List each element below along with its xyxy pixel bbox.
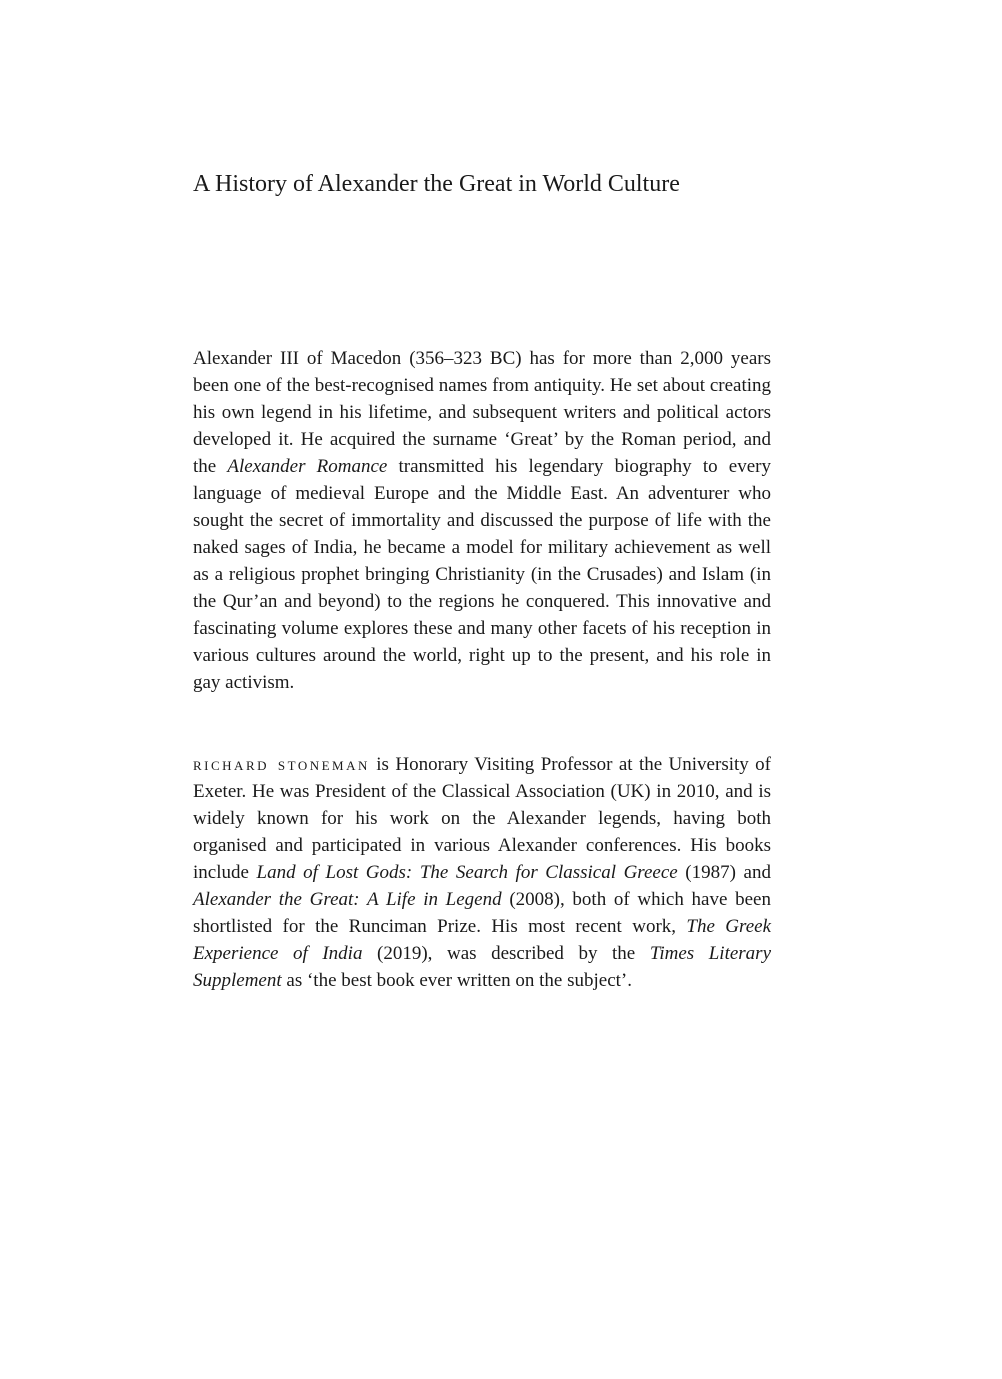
book-title-1: Land of Lost Gods: The Search for Classical Greece: [256, 862, 678, 883]
page-title: A History of Alexander the Great in World Culture: [193, 171, 680, 197]
publication-title: Times Literary Supplement: [193, 943, 771, 991]
bio-text-1: is Honorary Visiting Professor at the University of Exeter. He was President of the Classical Association (UK) in 2010, and is widely known for his work on the Alexander legends, having both organised and participated in various Alexander conferences. His books include: [193, 754, 771, 883]
book-title-3: The Greek Experience of India: [193, 916, 771, 964]
summary-italic-title: Alexander Romance: [227, 456, 388, 477]
author-name: richard stoneman: [193, 754, 370, 775]
book-summary-paragraph: [193, 345, 771, 696]
author-bio-paragraph: [193, 751, 771, 994]
bio-text-2: (1987) and: [677, 862, 771, 883]
bio-text-4: (2019), was described by the: [362, 943, 650, 964]
summary-text-2: transmitted his legendary biography to every language of medieval Europe and the Middle East. An adventurer who sought the secret of immortality and discussed the purpose of life with the naked sages of India, he became a model for military achievement as well as a religious prophet bringing Christianity (in the Crusades) and Islam (in the Qur’an and beyond) to the regions he conquered. This innovative and fascinating volume explores these and many other facets of his reception in various cultures around the world, right up to the present, and his role in gay activism.: [193, 456, 771, 693]
summary-text-1: Alexander III of Macedon (356–323 BC) has for more than 2,000 years been one of the best-recognised names from antiquity. He set about creating his own legend in his lifetime, and subsequent writers and political actors developed it. He acquired the surname ‘Great’ by the Roman period, and the: [193, 348, 771, 477]
bio-text-3: (2008), both of which have been shortlisted for the Runciman Prize. His most recent work,: [193, 889, 771, 937]
bio-text-5: as ‘the best book ever written on the subject’.: [281, 970, 632, 991]
book-title-2: Alexander the Great: A Life in Legend: [193, 889, 502, 910]
